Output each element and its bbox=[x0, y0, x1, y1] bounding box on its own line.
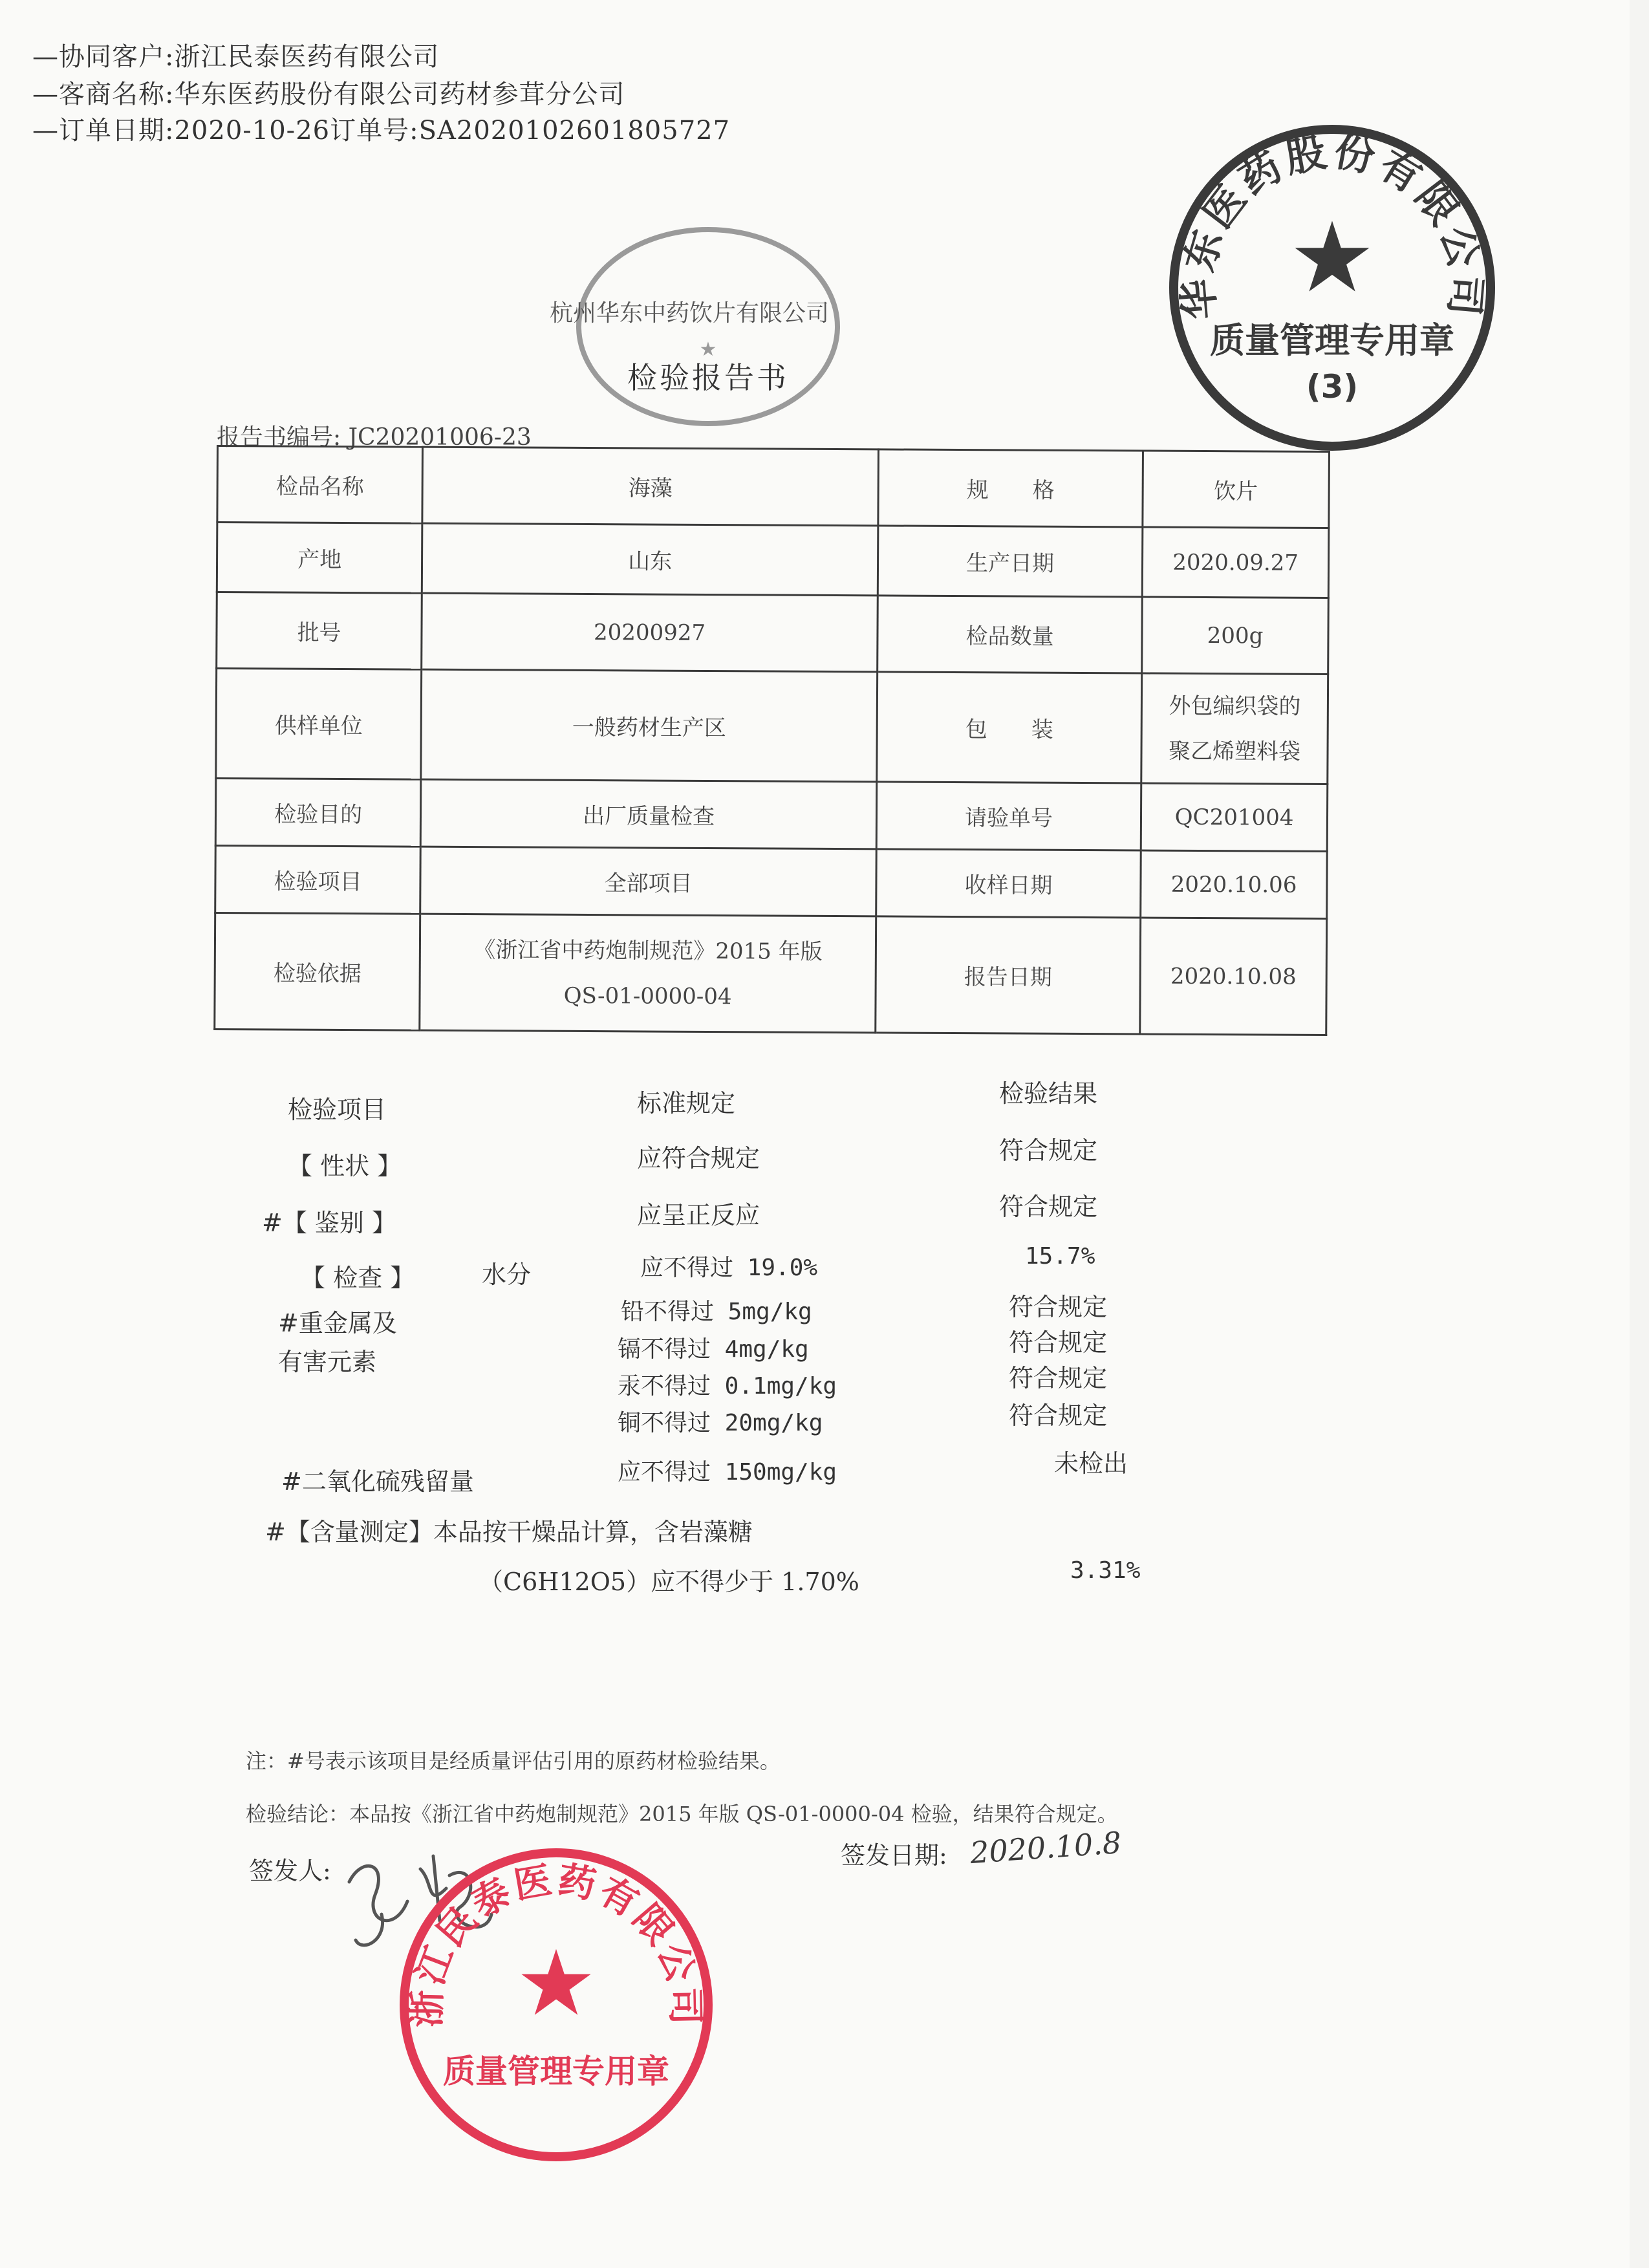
packaging-line-2: 聚乙烯塑料袋 bbox=[1169, 738, 1301, 765]
xingzhuang-item: 【 性状 】 bbox=[288, 1152, 402, 1180]
info-label: 生产日期 bbox=[878, 526, 1143, 597]
svg-text:★: ★ bbox=[1288, 202, 1376, 314]
info-row bbox=[217, 446, 1330, 528]
basis-line-1: 《浙江省中药炮制规范》2015 年版 bbox=[473, 936, 823, 965]
info-label: 收样日期 bbox=[876, 849, 1141, 918]
info-value bbox=[1141, 673, 1328, 784]
info-label: 供样单位 bbox=[216, 669, 422, 780]
huadong-quality-stamp bbox=[1164, 120, 1500, 456]
so2-standard: 应不得过 150mg/kg bbox=[618, 1459, 837, 1485]
info-label: 检验目的 bbox=[215, 779, 421, 847]
issue-date-label: 签发日期: bbox=[841, 1841, 947, 1870]
huadong-stamp-arc-text: 华东医药股份有限公司 bbox=[1173, 127, 1491, 321]
mintai-quality-stamp bbox=[394, 1843, 718, 2166]
water-standard: 应不得过 19.0% bbox=[640, 1255, 818, 1281]
jianbie-item: #【 鉴别 】 bbox=[262, 1209, 396, 1237]
heavy-metal-label-1: #重金属及 bbox=[278, 1309, 397, 1337]
cadmium-result: 符合规定 bbox=[1009, 1328, 1108, 1357]
so2-result: 未检出 bbox=[1054, 1449, 1128, 1478]
merchant-line: —客商名称:华东医药股份有限公司药材参茸分公司 bbox=[32, 80, 625, 109]
company-name: 杭州华东中药饮片有限公司 bbox=[550, 300, 830, 327]
packaging-line-1: 外包编织袋的 bbox=[1169, 693, 1301, 720]
info-row bbox=[215, 845, 1328, 918]
lead-result: 符合规定 bbox=[1009, 1293, 1108, 1321]
order-line: —订单日期:2020-10-26订单号:SA2020102601805727 bbox=[32, 116, 731, 146]
info-row bbox=[217, 592, 1329, 675]
info-value: 200g bbox=[1142, 597, 1328, 675]
assay-line-2: （C6H12O5）应不得少于 1.70% bbox=[479, 1568, 859, 1596]
jianbie-standard: 应呈正反应 bbox=[637, 1201, 760, 1229]
info-value: QC201004 bbox=[1141, 783, 1327, 852]
info-value: 全部项目 bbox=[420, 847, 876, 916]
mintai-stamp-arc-text: 浙江民泰医药有限公司 bbox=[404, 1857, 708, 2028]
info-value: 2020.10.08 bbox=[1140, 918, 1327, 1035]
info-value: 20200927 bbox=[422, 593, 878, 672]
footnote: 注：#号表示该项目是经质量评估引用的原药材检验结果。 bbox=[246, 1749, 781, 1773]
info-label: 检验依据 bbox=[215, 913, 420, 1030]
info-label: 包 装 bbox=[877, 672, 1142, 783]
copper-result: 符合规定 bbox=[1009, 1401, 1108, 1430]
customer-line: —协同客户:浙江民泰医药有限公司 bbox=[32, 42, 440, 72]
results-header-result: 检验结果 bbox=[999, 1079, 1098, 1108]
svg-text:★: ★ bbox=[699, 338, 717, 361]
info-label: 规 格 bbox=[878, 449, 1143, 527]
issue-date-handwritten: 2020.10.8 bbox=[969, 1824, 1123, 1871]
info-value: 饮片 bbox=[1143, 451, 1329, 528]
info-label: 产地 bbox=[217, 523, 422, 594]
jianbie-result: 符合规定 bbox=[999, 1193, 1098, 1221]
results-header-standard: 标准规定 bbox=[637, 1089, 736, 1118]
info-table bbox=[213, 445, 1330, 1036]
doc-title: 检验报告书 bbox=[627, 360, 789, 395]
info-label: 检验项目 bbox=[215, 845, 421, 914]
info-label: 检品数量 bbox=[878, 596, 1143, 673]
info-label: 报告日期 bbox=[876, 916, 1141, 1034]
info-row bbox=[216, 669, 1328, 784]
info-value: 山东 bbox=[422, 523, 878, 596]
basis-line-2: QS-01-0000-04 bbox=[563, 982, 732, 1010]
assay-line-1: #【含量测定】本品按干燥品计算，含岩藻糖 bbox=[265, 1518, 753, 1546]
mercury-result: 符合规定 bbox=[1009, 1364, 1108, 1392]
assay-result: 3.31% bbox=[1070, 1557, 1141, 1584]
lead-standard: 铅不得过 5mg/kg bbox=[621, 1299, 812, 1325]
results-header-item: 检验项目 bbox=[288, 1096, 387, 1124]
cadmium-standard: 镉不得过 4mg/kg bbox=[618, 1336, 809, 1363]
copper-standard: 铜不得过 20mg/kg bbox=[618, 1410, 823, 1436]
heavy-metal-label-2: 有害元素 bbox=[278, 1348, 377, 1376]
xingzhuang-standard: 应符合规定 bbox=[637, 1144, 760, 1172]
conclusion: 检验结论：本品按《浙江省中药炮制规范》2015 年版 QS-01-0000-04 检验，结果符合规定。 bbox=[246, 1802, 1118, 1826]
huadong-stamp-bottom-text: 质量管理专用章 bbox=[1210, 320, 1454, 361]
mintai-stamp-bottom-text: 质量管理专用章 bbox=[443, 2053, 669, 2090]
info-value: 出厂质量检查 bbox=[421, 779, 877, 849]
info-value: 一般药材生产区 bbox=[421, 669, 878, 782]
jiancha-sub: 水分 bbox=[482, 1260, 532, 1289]
huadong-stamp-number: (3) bbox=[1306, 368, 1359, 405]
info-row bbox=[215, 913, 1327, 1035]
info-value: 海藻 bbox=[422, 447, 878, 526]
info-label: 批号 bbox=[217, 592, 422, 670]
info-label: 检品名称 bbox=[217, 446, 423, 524]
info-row bbox=[215, 779, 1328, 852]
info-value bbox=[420, 914, 876, 1033]
issuer-label: 签发人: bbox=[249, 1857, 331, 1885]
svg-text:★: ★ bbox=[515, 1931, 597, 2036]
info-value: 2020.10.06 bbox=[1141, 850, 1327, 919]
xingzhuang-result: 符合规定 bbox=[999, 1136, 1098, 1165]
water-result: 15.7% bbox=[1025, 1243, 1095, 1269]
info-row bbox=[217, 523, 1329, 598]
info-value: 2020.09.27 bbox=[1142, 527, 1328, 598]
mercury-standard: 汞不得过 0.1mg/kg bbox=[618, 1373, 837, 1399]
jiancha-item: 【 检查 】 bbox=[301, 1264, 415, 1292]
so2-item: #二氧化硫残留量 bbox=[281, 1467, 474, 1496]
report-number: 报告书编号: JC20201006-23 bbox=[217, 424, 532, 451]
info-label: 请验单号 bbox=[876, 782, 1141, 850]
